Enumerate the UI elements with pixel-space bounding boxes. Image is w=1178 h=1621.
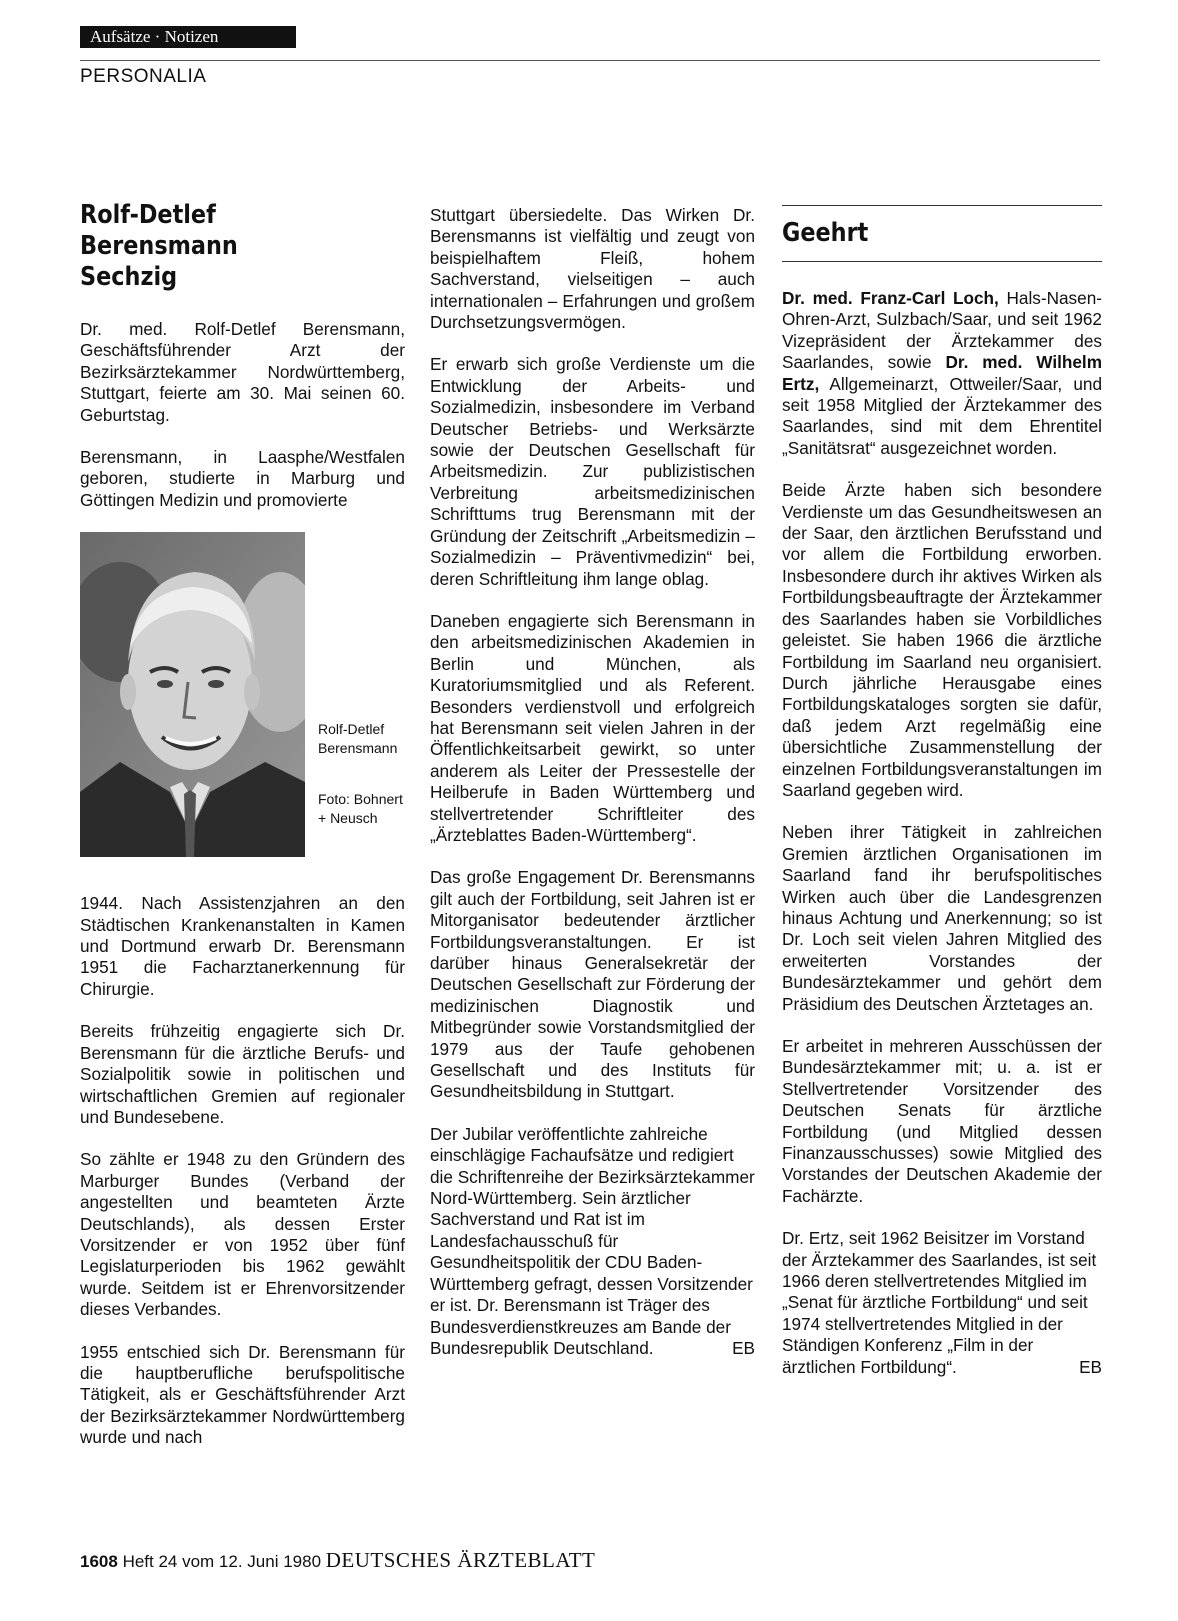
paragraph: So zählte er 1948 zu den Gründern des Marburger Bundes (Verband der angestellten und beamteten Ärzte Deutschlands), als dessen Erster Vorsitzender er von 1952 über fünf Legislaturperioden bis 1962 gewählt wurde. Seitdem ist er Ehrenvorsitzender dieses Verbandes.: [80, 1149, 405, 1320]
photo-caption: Rolf-Detlef Berensmann: [318, 721, 398, 757]
paragraph: [782, 288, 1102, 459]
author-signature: EB: [732, 1337, 755, 1358]
page-footer: [80, 1548, 595, 1573]
paragraph-text: Hals-Nasen-Ohren-Arzt, Sulzbach/Saar, und seit 1962 Vizepräsident der Ärztekammer des Saarlandes, sowie: [782, 288, 1102, 373]
photo-credit: Foto: Bohnert + Neusch: [318, 791, 403, 827]
page-number: 1608: [80, 1552, 118, 1571]
paragraph: Neben ihrer Tätigkeit in zahlreichen Gremien ärztlichen Organisationen im Saarland fand ihr berufspolitisches Wirken auch über die Landesgrenzen hinaus Achtung und Anerkennung; so ist Dr. Loch seit vielen Jahren Mitglied des erweiterten Vorstandes der Bundesärztekammer und gehört dem Präsidium des Deutschen Ärztetages an.: [782, 822, 1102, 1014]
person-name: Dr. med. Wilhelm Ertz,: [782, 352, 1102, 394]
paragraph: [782, 1228, 1102, 1378]
magazine-name: DEUTSCHES ÄRZTEBLATT: [325, 1548, 596, 1572]
category-label: PERSONALIA: [80, 66, 207, 87]
headline-line-1: Rolf-Detlef Berensmann: [80, 200, 238, 261]
portrait-photo: [80, 532, 305, 857]
headline-line-2: Sechzig: [80, 262, 178, 292]
paragraph: [430, 1124, 755, 1359]
paragraph: Er erwarb sich große Verdienste um die Entwicklung der Arbeits- und Sozialmedizin, insbesondere im Verband Deutscher Betriebs- und Werksärzte sowie der Deutschen Gesellschaft für Arbeitsmedizin. Zur publizistischen Verbreitung arbeitsmedizinischen Schrifttums trug Berensmann mit der Gründung der Zeitschrift „Arbeitsmedizin – Sozialmedizin – Präventivmedizin“ bei, deren Schriftleitung ihm lange oblag.: [430, 354, 755, 589]
paragraph: Er arbeitet in mehreren Ausschüssen der Bundesärztekammer mit; u. a. ist er Stellvertretender Vorsitzender des Deutschen Senats für ärztliche Fortbildung (und Mitglied dessen Finanzausschusses) sowie Mitglied des Vorstandes der Deutschen Akademie der Fachärzte.: [782, 1036, 1102, 1206]
paragraph-text: Dr. Ertz, seit 1962 Beisitzer im Vorstand der Ärztekammer des Saarlandes, ist seit 1966 deren stellvertretendes Mitglied im „Senat für ärztliche Fortbildung“ und seit 1974 stellvertretendes Mitglied in der Ständigen Konferenz „Film in der ärztlichen Fortbildung“.: [782, 1228, 1097, 1377]
author-signature: EB: [1079, 1356, 1102, 1377]
paragraph: Beide Ärzte haben sich besondere Verdienste um das Gesundheitswesen an der Saar, den ärztlichen Berufsstand und vor allem die Fortbildung erworben. Insbesondere durch ihr aktives Wirken als Fortbildungsbeauftragte der Ärztekammer des Saarlandes haben sie Vorbildliches geleistet. Sie haben 1966 die ärztliche Fortbildung im Saarland neu organisiert. Durch jährliche Herausgabe eines Fortbildungskataloges sorgten sie dafür, daß jedem Arzt regelmäßig eine übersichtliche Zusammenstellung der einzelnen Fortbildungsveranstaltungen im Saarland gegeben wird.: [782, 480, 1102, 800]
headline-rule-top: [782, 205, 1102, 206]
article-column-3: [782, 205, 1102, 1399]
paragraph: 1955 entschied sich Dr. Berensmann für die hauptberufliche berufspolitische Tätigkeit, als er Geschäftsführender Arzt der Bezirksärztekammer Nordwürttemberg wurde und nach: [80, 1341, 405, 1448]
paragraph-text: Der Jubilar veröffentlichte zahlreiche einschlägige Fachaufsätze und redigiert die Schriftenreihe der Bezirksärztekammer Nord-Württemberg. Sein ärztlicher Sachverstand und Rat ist im Landesfachausschuß für Gesundheitspolitik der CDU Baden-Württemberg gefragt, dessen Vorsitzender er ist. Dr. Berensmann ist Träger des Bundesverdienstkreuzes am Bande der Bundesrepublik Deutschland.: [430, 1123, 755, 1358]
paragraph: Dr. med. Rolf-Detlef Berensmann, Geschäftsführender Arzt der Bezirksärztekammer Nordwürttemberg, Stuttgart, feierte am 30. Mai seinen 60. Geburtstag.: [80, 319, 405, 425]
paragraph-text: Allgemeinarzt, Ottweiler/Saar, und seit 1958 Mitglied der Ärztekammer des Saarlandes, sind mit dem Ehrentitel „Sanitätsrat“ ausgezeichnet worden.: [782, 373, 1102, 458]
person-name: Dr. med. Franz-Carl Loch,: [782, 288, 999, 308]
article-column-1: [80, 200, 405, 1470]
paragraph: Berensmann, in Laasphe/Westfalen geboren, studierte in Marburg und Göttingen Medizin und promovierte: [80, 447, 405, 510]
paragraph: Das große Engagement Dr. Berensmanns gilt auch der Fortbildung, seit Jahren ist er Mitorganisator bedeutender ärztlicher Fortbildungsveranstaltungen. Er ist darüber hinaus Generalsekretär der Deutschen Gesellschaft zur Förderung der medizinischen Diagnostik und Mitbegründer sowie Vorstandsmitglied der 1979 aus der Taufe gehobenen Gesellschaft und des Instituts für Gesundheitsbildung in Stuttgart.: [430, 867, 755, 1102]
article-headline: [80, 200, 360, 293]
article-headline: Geehrt: [782, 218, 869, 248]
section-banner: Aufsätze · Notizen: [80, 26, 296, 48]
issue-info: Heft 24 vom 12. Juni 1980: [122, 1552, 322, 1571]
portrait-figure: [80, 532, 405, 867]
paragraph: Stuttgart übersiedelte. Das Wirken Dr. Berensmanns ist vielfältig und zeugt von beispielhaftem Fleiß, hohem Sachverstand, vielseitigen – auch internationalen – Erfahrungen und großem Durchsetzungsvermögen.: [430, 205, 755, 333]
header-rule: [80, 60, 1100, 61]
article-column-2: [430, 205, 755, 1380]
paragraph: 1944. Nach Assistenzjahren an den Städtischen Krankenanstalten in Kamen und Dortmund erwarb Dr. Berensmann 1951 die Facharztanerkennung für Chirurgie.: [80, 893, 405, 999]
paragraph: Daneben engagierte sich Berensmann in den arbeitsmedizinischen Akademien in Berlin und München, als Kuratoriumsmitglied und als Referent. Besonders verdienstvoll und erfolgreich hat Berensmann seit vielen Jahren in der Öffentlichkeitsarbeit gewirkt, so unter anderem als Leiter der Pressestelle der Heilberufe in Baden Württemberg und stellvertretender Schriftleiter des „Ärzteblattes Baden-Württemberg“.: [430, 610, 755, 845]
paragraph: Bereits frühzeitig engagierte sich Dr. Berensmann für die ärztliche Berufs- und Sozialpolitik sowie in politischen und wirtschaftlichen Gremien auf regionaler und Bundesebene.: [80, 1021, 405, 1127]
headline-rule-bottom: [782, 261, 1102, 262]
